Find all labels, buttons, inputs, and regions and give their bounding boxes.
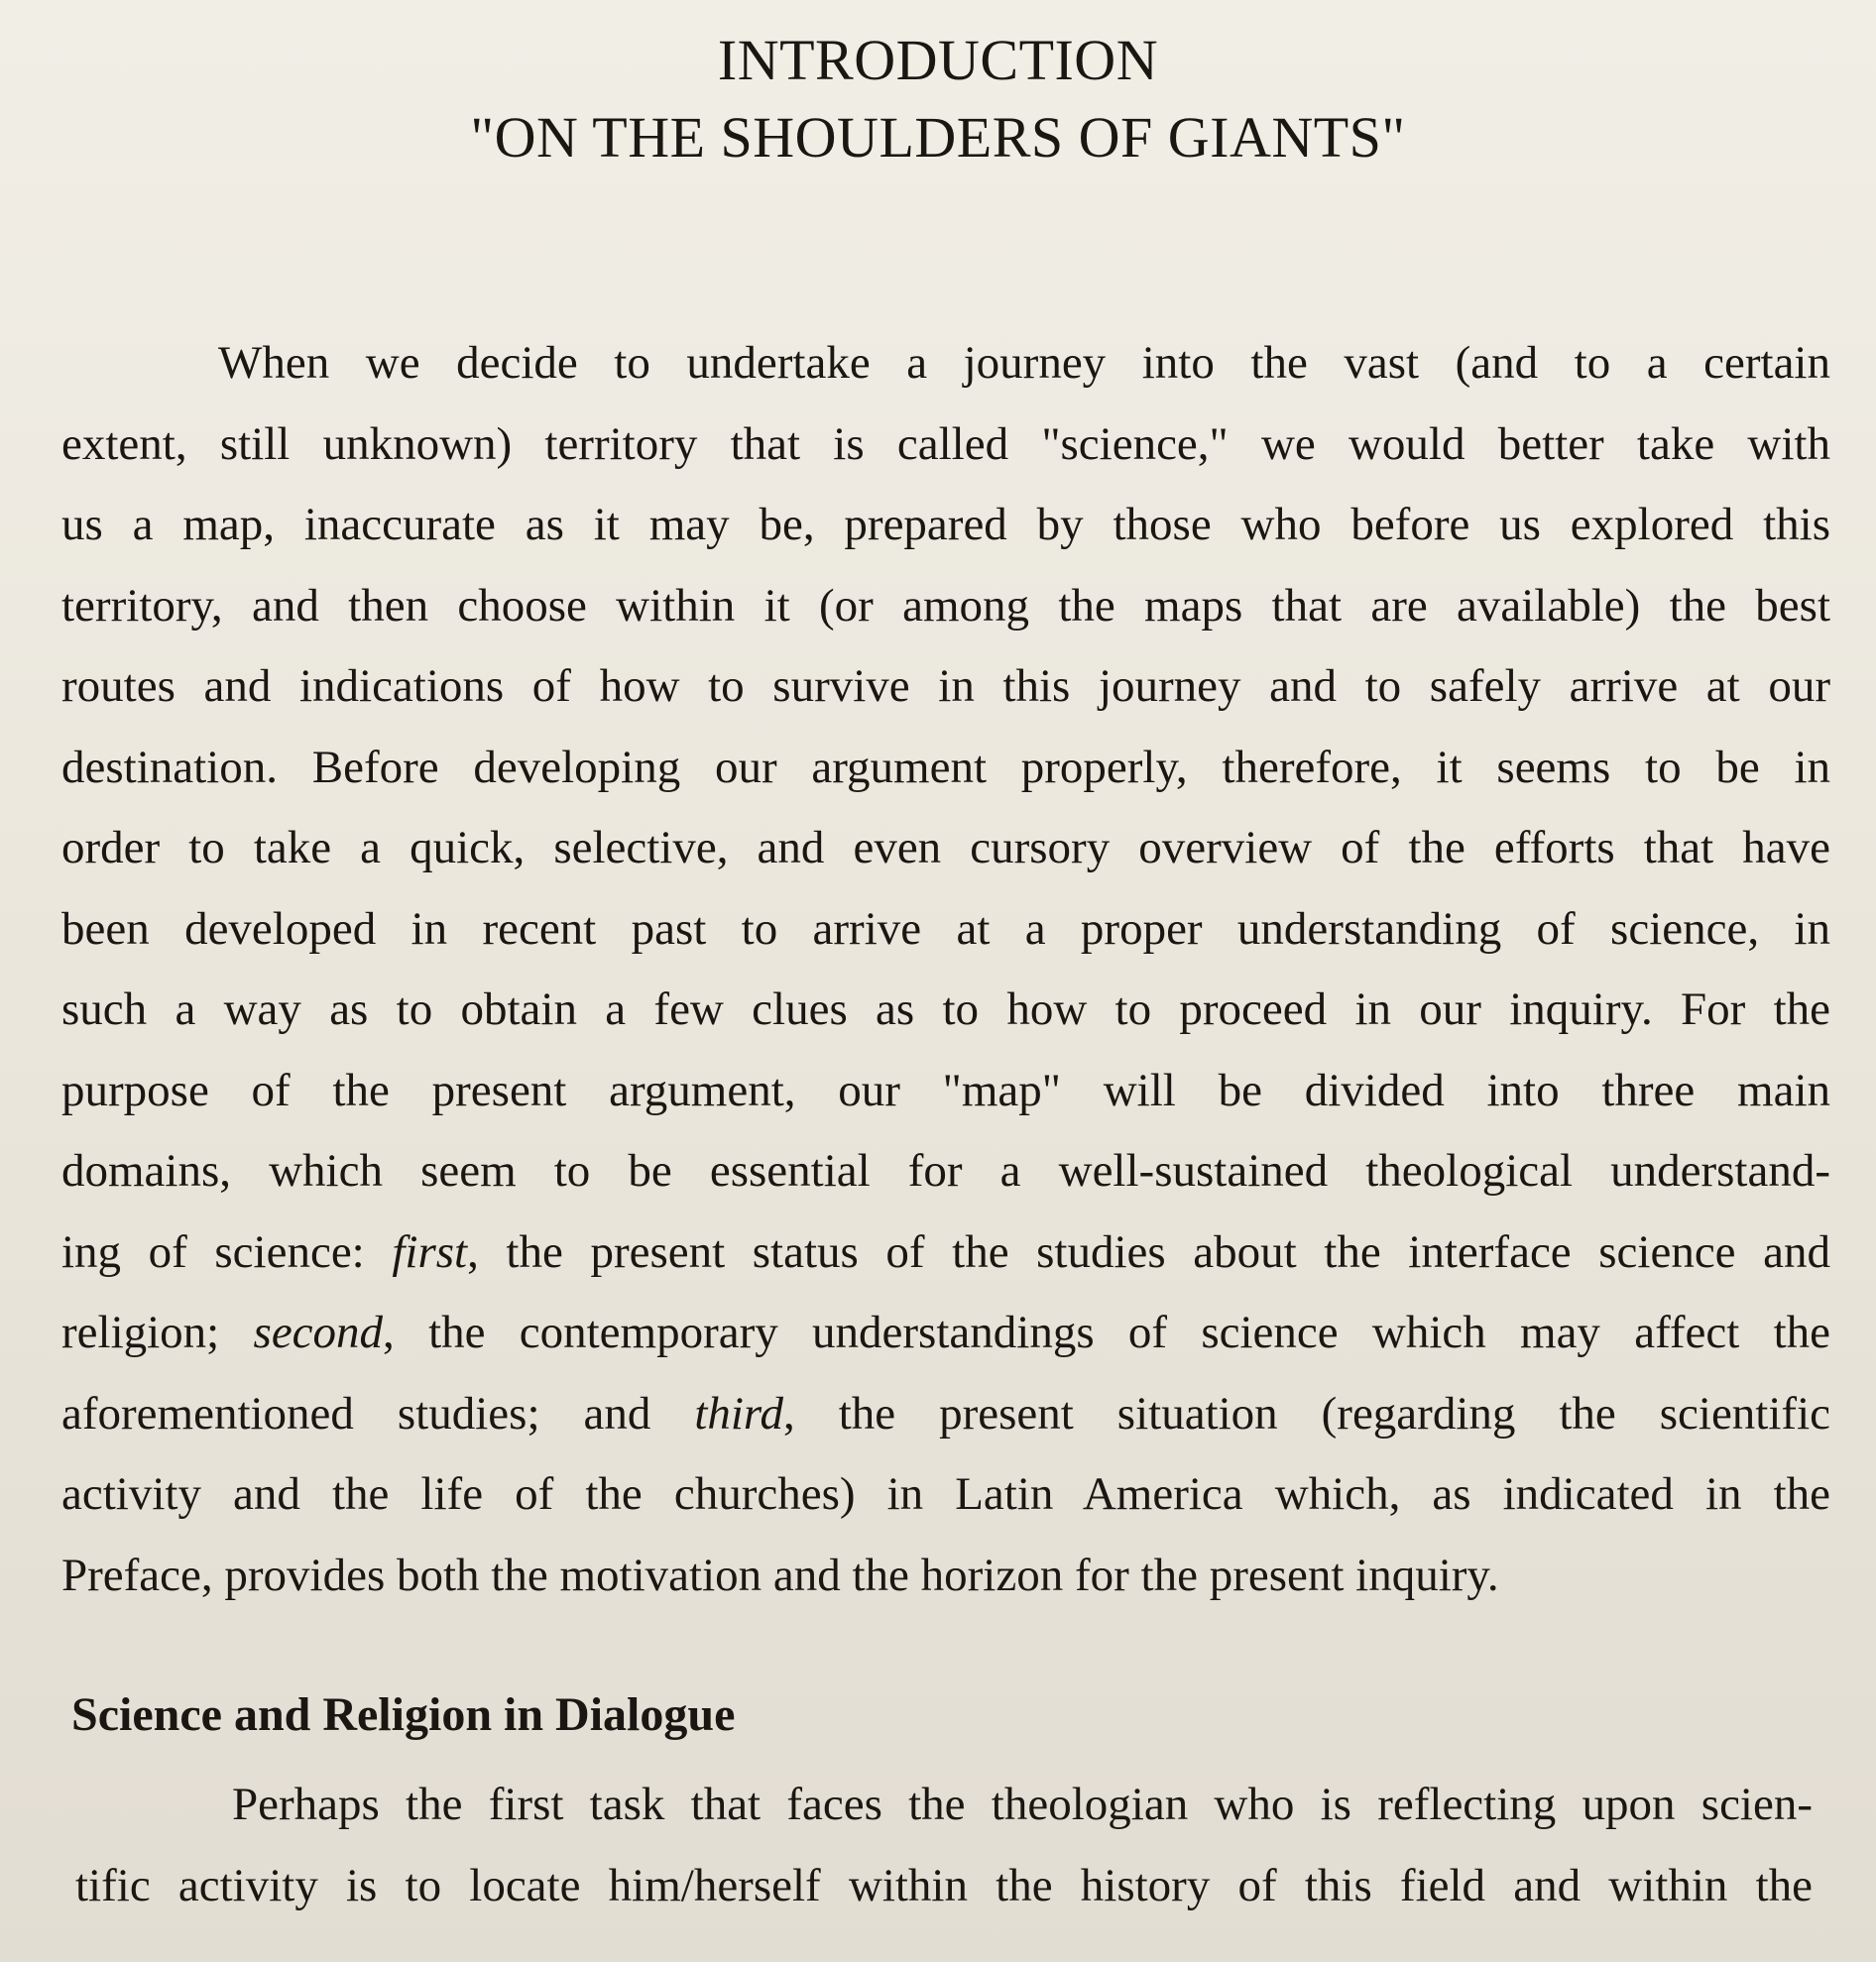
- line-text: , the present status of the studies about the interface science and: [467, 1225, 1830, 1278]
- paragraph-line: When we decide to undertake a journey into the vast (and to a certain: [218, 337, 1830, 389]
- paragraph-line-with-italic: [61, 1212, 1830, 1294]
- line-text: religion;: [61, 1307, 254, 1358]
- section-heading: Science and Religion in Dialogue: [71, 1688, 736, 1741]
- chapter-title-line-2: "ON THE SHOULDERS OF GIANTS": [470, 105, 1406, 170]
- paragraph-dialogue: [75, 1765, 1813, 1926]
- paragraph-line: order to take a quick, selective, and even cursory overview of the efforts that have: [61, 822, 1830, 873]
- paragraph-line: territory, and then choose within it (or among the maps that are available) the best: [61, 579, 1830, 632]
- paragraph-line: domains, which seem to be essential for a well-sustained theological understand-: [61, 1145, 1830, 1197]
- paragraph-line: Perhaps the first task that faces the theologian who is reflecting upon scien-: [232, 1779, 1813, 1830]
- paragraph-line: us a map, inaccurate as it may be, prepared by those who before us explored this: [61, 499, 1830, 550]
- line-text: ing of science:: [61, 1225, 393, 1278]
- paragraph-line: tific activity is to locate him/herself within the history of this field and within the: [75, 1859, 1813, 1911]
- paragraph-line: purpose of the present argument, our "map" will be divided into three main: [61, 1064, 1830, 1116]
- paragraph-line: extent, still unknown) territory that is called "science," we would better take with: [61, 417, 1830, 470]
- paragraph-line: destination. Before developing our argument properly, therefore, it seems to be in: [61, 741, 1830, 793]
- paragraph-intro: [61, 323, 1830, 1616]
- italic-word: third: [694, 1387, 783, 1440]
- chapter-title: [0, 22, 1876, 176]
- italic-word: second: [253, 1307, 384, 1358]
- line-text: aforementioned studies; and: [61, 1387, 695, 1440]
- chapter-title-line-1: INTRODUCTION: [717, 28, 1159, 92]
- paragraph-line: Preface, provides both the motivation and the horizon for the present inquiry.: [61, 1549, 1499, 1601]
- line-text: , the present situation (regarding the scientific: [782, 1387, 1830, 1440]
- paragraph-line: such a way as to obtain a few clues as to how to proceed in our inquiry. For the: [61, 983, 1830, 1035]
- paragraph-line: been developed in recent past to arrive at a proper understanding of science, in: [61, 902, 1830, 955]
- line-text: , the contemporary understandings of science which may affect the: [383, 1307, 1830, 1358]
- italic-word: first: [392, 1225, 468, 1278]
- paragraph-line: activity and the life of the churches) in Latin America which, as indicated in the: [61, 1468, 1830, 1520]
- paragraph-line-with-italic: [61, 1293, 1830, 1374]
- paragraph-line-with-italic: [61, 1374, 1830, 1455]
- paragraph-line: routes and indications of how to survive in this journey and to safely arrive at our: [61, 660, 1830, 712]
